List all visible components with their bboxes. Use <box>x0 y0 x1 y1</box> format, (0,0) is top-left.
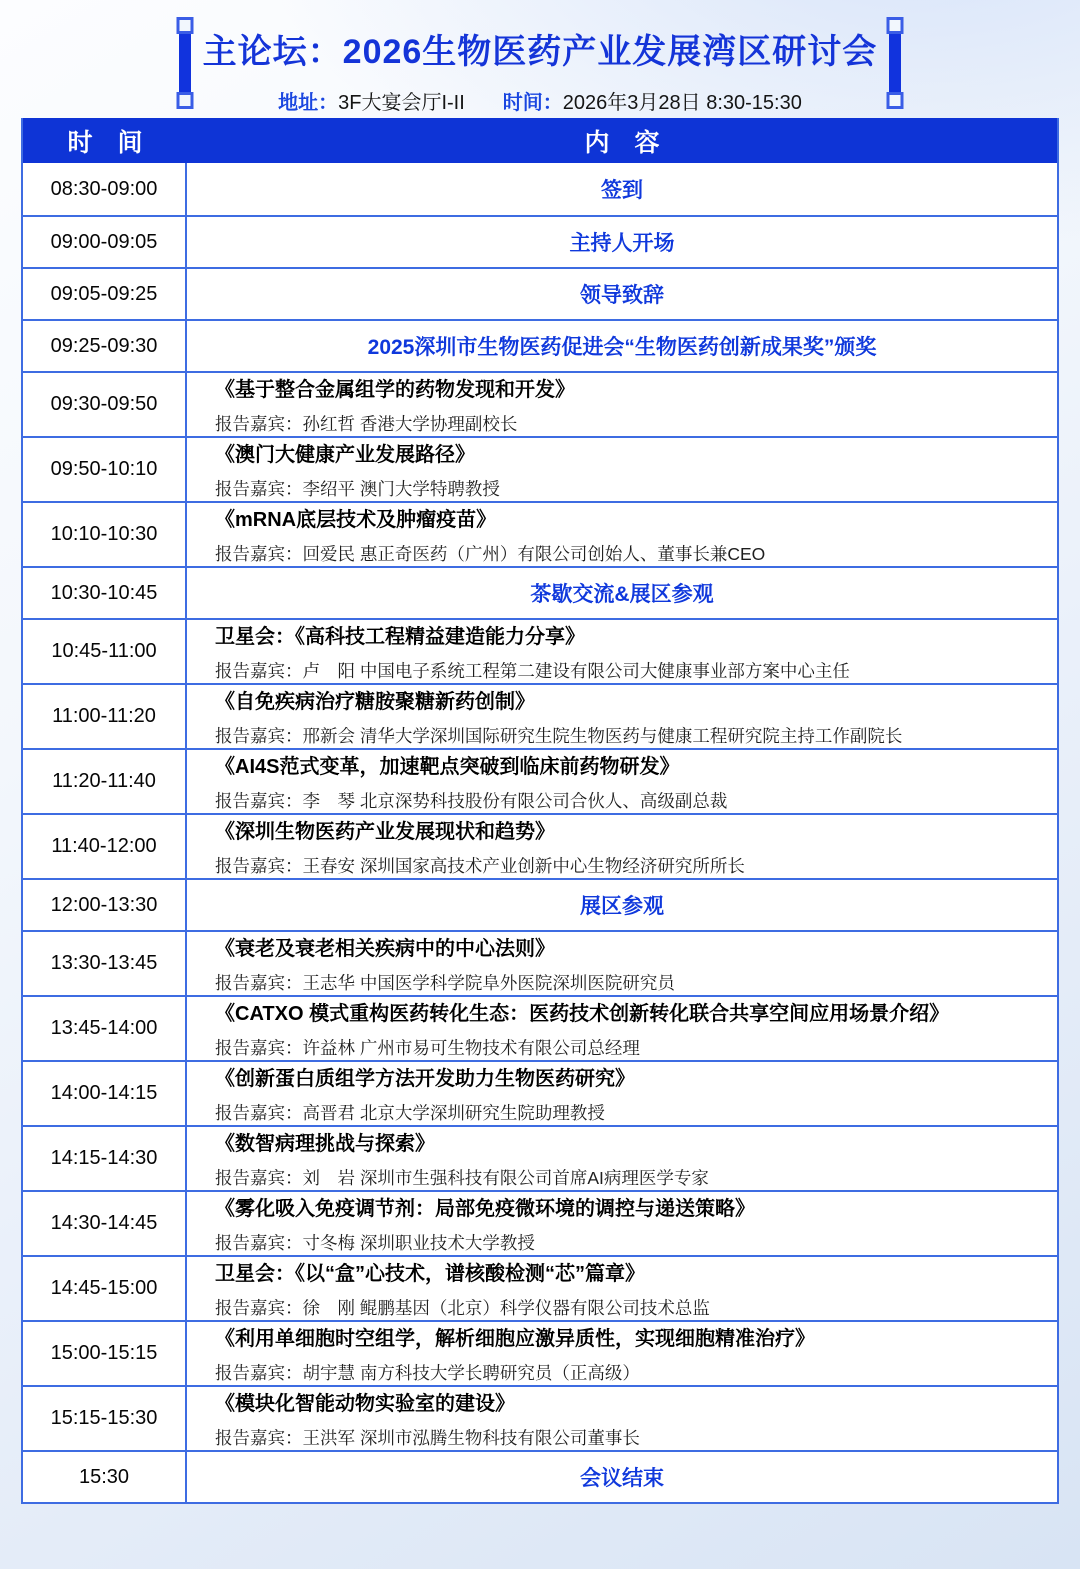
time-cell: 10:30-10:45 <box>23 568 187 618</box>
section-label: 展区参观 <box>580 895 664 918</box>
agenda-row <box>23 683 1057 748</box>
talk-title: 《雾化吸入免疫调节剂：局部免疫微环境的调控与递送策略》 <box>215 1198 755 1220</box>
talk-speaker: 报告嘉宾：王洪军 深圳市泓腾生物科技有限公司董事长 <box>215 1428 640 1448</box>
talk-speaker: 报告嘉宾：孙红哲 香港大学协理副校长 <box>215 414 518 434</box>
content-cell <box>187 997 1057 1060</box>
time-value: 2026年3月28日 8:30-15:30 <box>562 92 802 114</box>
time-cell: 09:00-09:05 <box>23 217 187 267</box>
agenda-row <box>23 215 1057 267</box>
agenda-row <box>23 995 1057 1060</box>
time-cell: 08:30-09:00 <box>23 163 187 215</box>
content-cell <box>187 503 1057 566</box>
time-cell: 14:15-14:30 <box>23 1127 187 1190</box>
agenda-row <box>23 319 1057 371</box>
column-header-time: 时 间 <box>67 128 143 157</box>
agenda-row <box>23 813 1057 878</box>
talk-title: 《衰老及衰老相关疾病中的中心法则》 <box>215 938 555 960</box>
agenda-row <box>23 371 1057 436</box>
talk-speaker: 报告嘉宾：胡宇慧 南方科技大学长聘研究员（正高级） <box>215 1363 640 1383</box>
talk-speaker: 报告嘉宾：王春安 深圳国家高技术产业创新中心生物经济研究所所长 <box>215 856 745 876</box>
content-cell <box>187 620 1057 683</box>
talk-speaker: 报告嘉宾：寸冬梅 深圳职业技术大学教授 <box>215 1233 535 1253</box>
banner-subinfo <box>0 86 1080 115</box>
content-cell <box>187 750 1057 813</box>
agenda-row <box>23 1125 1057 1190</box>
time-cell: 09:50-10:10 <box>23 438 187 501</box>
talk-speaker: 报告嘉宾：邢新会 清华大学深圳国际研究生院生物医药与健康工程研究院主持工作副院长 <box>215 726 903 746</box>
agenda-row <box>23 267 1057 319</box>
talk-title: 《AI4S范式变革，加速靶点突破到临床前药物研发》 <box>215 756 680 778</box>
time-cell: 11:00-11:20 <box>23 685 187 748</box>
content-cell <box>187 1062 1057 1125</box>
talk-speaker: 报告嘉宾：刘 岩 深圳市生强科技有限公司首席AI病理医学专家 <box>215 1168 709 1188</box>
agenda-table <box>21 118 1059 1504</box>
time-cell: 09:30-09:50 <box>23 373 187 436</box>
time-cell: 10:45-11:00 <box>23 620 187 683</box>
content-cell <box>187 438 1057 501</box>
content-cell <box>187 1322 1057 1385</box>
time-cell: 11:40-12:00 <box>23 815 187 878</box>
content-cell <box>187 269 1057 319</box>
time-cell: 15:00-15:15 <box>23 1322 187 1385</box>
column-header-content: 内 容 <box>584 128 660 157</box>
left-cursor-bar-icon <box>179 22 191 104</box>
time-cell: 13:30-13:45 <box>23 932 187 995</box>
time-cell: 14:45-15:00 <box>23 1257 187 1320</box>
content-cell <box>187 1452 1057 1502</box>
time-cell: 11:20-11:40 <box>23 750 187 813</box>
agenda-row <box>23 1255 1057 1320</box>
agenda-row <box>23 930 1057 995</box>
section-label: 领导致辞 <box>580 284 664 307</box>
talk-speaker: 报告嘉宾：徐 刚 鲲鹏基因（北京）科学仪器有限公司技术总监 <box>215 1298 710 1318</box>
agenda-row <box>23 163 1057 215</box>
time-cell: 14:30-14:45 <box>23 1192 187 1255</box>
content-cell <box>187 815 1057 878</box>
talk-speaker: 报告嘉宾：李绍平 澳门大学特聘教授 <box>215 479 500 499</box>
talk-title: 《数智病理挑战与探索》 <box>215 1133 435 1155</box>
agenda-row <box>23 1450 1057 1502</box>
section-label: 会议结束 <box>580 1467 664 1490</box>
content-cell <box>187 932 1057 995</box>
time-label: 时间： <box>502 92 563 114</box>
time-cell: 09:05-09:25 <box>23 269 187 319</box>
agenda-row <box>23 1190 1057 1255</box>
talk-speaker: 报告嘉宾：王志华 中国医学科学院阜外医院深圳医院研究员 <box>215 973 675 993</box>
talk-title: 《模块化智能动物实验室的建设》 <box>215 1393 515 1415</box>
time-cell: 09:25-09:30 <box>23 321 187 371</box>
agenda-row <box>23 436 1057 501</box>
talk-title: 卫星会：《以“盒”心技术，谱核酸检测“芯”篇章》 <box>215 1263 645 1285</box>
content-cell <box>187 685 1057 748</box>
agenda-row <box>23 618 1057 683</box>
content-cell <box>187 880 1057 930</box>
right-cursor-bar-icon <box>889 22 901 104</box>
content-cell <box>187 1127 1057 1190</box>
talk-title: 《自免疾病治疗糖胺聚糖新药创制》 <box>215 691 535 713</box>
content-cell <box>187 1192 1057 1255</box>
agenda-row <box>23 566 1057 618</box>
content-cell <box>187 1257 1057 1320</box>
talk-title: 卫星会：《高科技工程精益建造能力分享》 <box>215 626 585 648</box>
content-cell <box>187 163 1057 215</box>
table-header-row <box>23 118 1057 163</box>
address-label: 地址： <box>278 92 339 114</box>
time-cell: 14:00-14:15 <box>23 1062 187 1125</box>
talk-title: 《CATXO 模式重构医药转化生态：医药技术创新转化联合共享空间应用场景介绍》 <box>215 1003 950 1025</box>
agenda-row <box>23 501 1057 566</box>
content-cell <box>187 373 1057 436</box>
time-cell: 15:30 <box>23 1452 187 1502</box>
agenda-rows <box>23 163 1057 1502</box>
content-cell <box>187 321 1057 371</box>
talk-title: 《澳门大健康产业发展路径》 <box>215 444 475 466</box>
talk-title: 《深圳生物医药产业发展现状和趋势》 <box>215 821 555 843</box>
agenda-row <box>23 1320 1057 1385</box>
section-label: 2025深圳市生物医药促进会“生物医药创新成果奖”颁奖 <box>367 336 877 359</box>
agenda-row <box>23 1385 1057 1450</box>
content-cell <box>187 568 1057 618</box>
talk-speaker: 报告嘉宾：李 琴 北京深势科技股份有限公司合伙人、高级副总裁 <box>215 791 728 811</box>
address-value: 3F大宴会厅I-II <box>338 92 465 114</box>
time-cell: 10:10-10:30 <box>23 503 187 566</box>
time-cell: 13:45-14:00 <box>23 997 187 1060</box>
agenda-row <box>23 878 1057 930</box>
talk-speaker: 报告嘉宾：高晋君 北京大学深圳研究生院助理教授 <box>215 1103 605 1123</box>
banner <box>0 0 1080 118</box>
section-label: 茶歇交流&展区参观 <box>530 583 714 606</box>
section-label: 主持人开场 <box>569 232 675 255</box>
content-cell <box>187 1387 1057 1450</box>
talk-title: 《mRNA底层技术及肿瘤疫苗》 <box>215 509 497 531</box>
page-title: 主论坛：2026生物医药产业发展湾区研讨会 <box>202 33 878 71</box>
talk-title: 《创新蛋白质组学方法开发助力生物医药研究》 <box>215 1068 635 1090</box>
section-label: 签到 <box>601 179 643 202</box>
agenda-row <box>23 1060 1057 1125</box>
talk-title: 《基于整合金属组学的药物发现和开发》 <box>215 379 575 401</box>
talk-speaker: 报告嘉宾：许益林 广州市易可生物技术有限公司总经理 <box>215 1038 640 1058</box>
content-cell <box>187 217 1057 267</box>
talk-speaker: 报告嘉宾：卢 阳 中国电子系统工程第二建设有限公司大健康事业部方案中心主任 <box>215 661 850 681</box>
time-cell: 15:15-15:30 <box>23 1387 187 1450</box>
agenda-row <box>23 748 1057 813</box>
talk-title: 《利用单细胞时空组学，解析细胞应激异质性，实现细胞精准治疗》 <box>215 1328 815 1350</box>
time-cell: 12:00-13:30 <box>23 880 187 930</box>
talk-speaker: 报告嘉宾：回爱民 惠正奇医药（广州）有限公司创始人、董事长兼CEO <box>215 544 766 564</box>
